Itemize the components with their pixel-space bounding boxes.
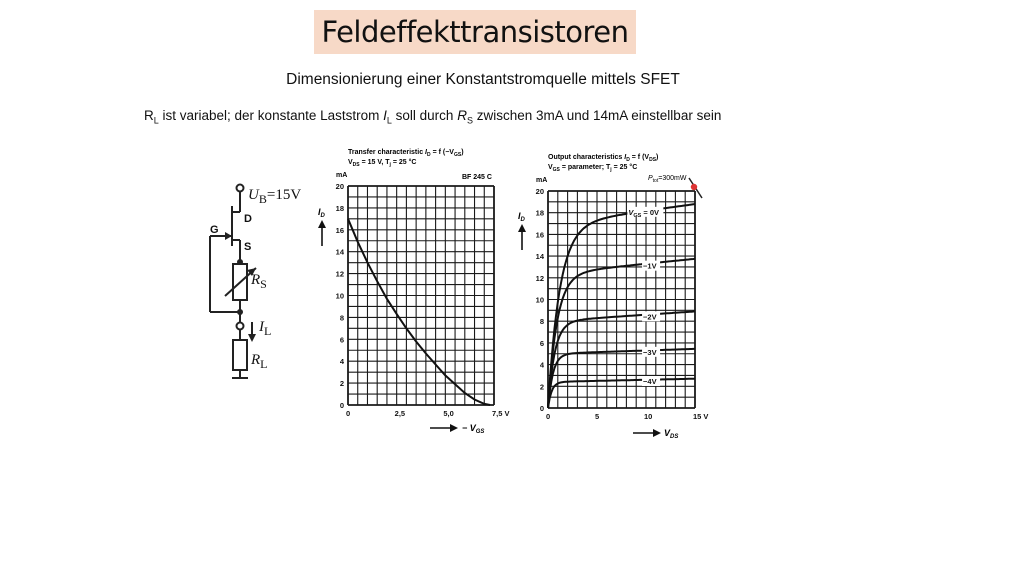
desc-il-symbol: I (383, 108, 387, 123)
transfer-y-tick-label: 20 (335, 182, 344, 191)
output-y-tick-label: 8 (539, 317, 544, 327)
output-y-tick-label: 12 (535, 273, 544, 283)
transfer-x-tick-label: 0 (346, 409, 351, 418)
source-label: S (244, 241, 252, 253)
output-y-tick-label: 0 (539, 404, 544, 413)
desc-text-2: soll durch (391, 108, 458, 123)
transfer-y-arrow (318, 220, 326, 246)
transfer-x-tick-label: 2,5 (394, 409, 406, 418)
output-chart (518, 154, 708, 440)
transfer-curve (348, 219, 490, 405)
transfer-y-tick-label: 16 (335, 225, 344, 235)
slide-title: Feldeffekttransistoren (321, 15, 629, 49)
output-ptot-label: $P_{tot}=300mW$ (648, 175, 687, 184)
output-curve-label-0: $V_{GS} = 0V$ (628, 207, 660, 219)
transfer-y-tick-label: 4 (339, 357, 344, 367)
output-x-label: $V_{DS}$ (664, 428, 679, 440)
rs-label (250, 272, 267, 291)
output-y-tick-label: 6 (539, 338, 544, 348)
output-conditions: $V_{GS}$ = parameter; $T_j = 25$ °C (548, 164, 638, 173)
transfer-x-label: − $V_{GS}$ (462, 423, 485, 435)
rs-top-node (237, 259, 243, 265)
output-curve-label-4: −4V (643, 377, 657, 387)
ub-symbol: U (248, 187, 259, 203)
il-symbol: I (259, 319, 264, 335)
transfer-series (348, 219, 490, 405)
transfer-y-tick-label: 8 (339, 313, 344, 323)
output-grid (548, 191, 695, 408)
output-curve-1 (548, 259, 695, 408)
output-y-unit: mA (536, 177, 548, 184)
output-curve-label-3: −3V (643, 347, 657, 357)
output-curve-label-1: −1V (643, 261, 657, 271)
ub-value: =15V (266, 187, 302, 203)
transfer-y-unit: mA (336, 172, 348, 179)
supply-terminal (237, 185, 244, 192)
rl-symbol: R (251, 352, 261, 368)
rl-resistor (233, 340, 247, 370)
desc-text-3: zwischen 3mA und 14mA einstellbar sein (472, 108, 722, 123)
transfer-title: Transfer characteristic $I_D = f$ $(-V_{GS})$ (348, 149, 464, 158)
transfer-y-label: $I_D$ (318, 207, 325, 219)
il-arrow-head (248, 334, 256, 342)
output-x-tick-label: 5 (595, 412, 600, 421)
transfer-y-tick-label: 6 (339, 335, 344, 345)
ptot-limit-dot (691, 184, 697, 190)
desc-rl-sub: L (153, 115, 159, 126)
transfer-y-tick-label: 0 (339, 401, 344, 410)
output-x-tick-label: 10 (644, 412, 653, 421)
slide-subtitle: Dimensionierung einer Konstantstromquelle mittels SFET (286, 71, 680, 88)
output-x-tick-label: 0 (546, 412, 551, 421)
output-curve-label-2: −2V (643, 312, 657, 322)
ub-sub: B (258, 192, 267, 206)
desc-il-sub: L (386, 115, 392, 126)
rs-sub: S (260, 277, 267, 291)
load-terminal-top (237, 323, 244, 330)
output-y-arrow (518, 224, 526, 250)
output-x-tick-label: 15 V (693, 412, 709, 421)
output-curve-2 (548, 311, 695, 408)
il-sub: L (264, 324, 272, 338)
output-y-label: $I_D$ (518, 211, 525, 223)
transfer-y-tick-label: 18 (335, 203, 344, 213)
rl-sub: L (260, 357, 268, 371)
ub-label (248, 187, 301, 206)
transfer-x-arrow (430, 424, 458, 432)
circuit-labels (210, 187, 301, 371)
transfer-y-tick-label: 14 (335, 247, 344, 257)
output-y-tick-label: 20 (535, 187, 544, 196)
transfer-y-tick-label: 12 (335, 269, 344, 279)
transfer-x-tick-label: 5,0 (443, 409, 454, 418)
transfer-conditions: $V_{DS} = 15$ V, $T_j = 25$ °C (348, 159, 417, 168)
rs-symbol: R (251, 272, 261, 288)
output-curve-4 (548, 379, 695, 408)
desc-rs-sub: S (466, 115, 473, 126)
output-y-tick-label: 18 (535, 208, 544, 218)
drain-label: D (244, 213, 252, 225)
rl-label (250, 352, 268, 371)
transfer-y-tick-label: 10 (335, 291, 344, 301)
output-x-arrow (633, 429, 661, 437)
output-y-tick-label: 2 (539, 382, 544, 392)
output-title: Output characteristics $I_D = f$ $(V_{DS})$ (548, 154, 659, 163)
transfer-grid (348, 186, 494, 405)
desc-text-1: ist variabel; der konstante Laststrom (158, 108, 384, 123)
transfer-device: BF 245 C (462, 174, 492, 181)
output-y-tick-label: 14 (535, 252, 544, 262)
output-y-tick-label: 4 (539, 360, 544, 370)
gate-arrow (225, 232, 232, 240)
output-y-tick-label: 16 (535, 230, 544, 240)
desc-rs-symbol: R (457, 108, 467, 123)
il-label (258, 319, 271, 338)
gate-label: G (210, 224, 219, 236)
transfer-chart (318, 149, 510, 435)
desc-rl-symbol: R (144, 108, 154, 123)
transfer-y-tick-label: 2 (339, 379, 344, 389)
output-y-tick-label: 10 (535, 295, 544, 305)
transfer-x-tick-label: 7,5 V (492, 409, 510, 418)
